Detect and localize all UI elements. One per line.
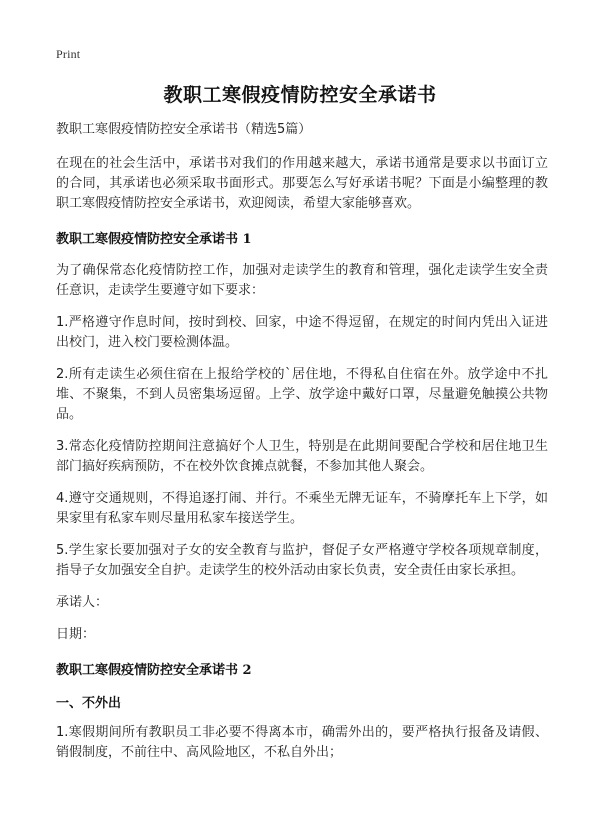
intro-paragraph: 在现在的社会生活中，承诺书对我们的作用越来越大，承诺书通常是要求以书面订立的合同，其承诺也必须采取书面形式。那要怎么写好承诺书呢？下面是小编整理的教职工寒假疫情防控安全承诺书，欢迎阅读，希望大家能够喜欢。 <box>56 156 548 211</box>
document-body <box>56 120 548 775</box>
section-2-subheading: 一、不外出 <box>56 696 122 711</box>
document-title: 教职工寒假疫情防控安全承诺书 <box>163 84 437 106</box>
section-2-item-1: 1.寒假期间所有教职员工非必要不得离本市，确需外出的，要严格执行报备及请假、销假制度，不前往中、高风险地区，不私自外出； <box>56 725 548 760</box>
section-1-item-3: 3.常态化疫情防控期间注意搞好个人卫生，特别是在此期间要配合学校和居住地卫生部门搞好疾病预防，不在校外饮食摊点就餐，不参加其他人聚会。 <box>56 439 548 474</box>
signer-label: 承诺人： <box>56 595 109 610</box>
document-subtitle: 教职工寒假疫情防控安全承诺书（精选5篇） <box>56 122 312 137</box>
section-1-item-5: 5.学生家长要加强对子女的安全教育与监护，督促子女严格遵守学校各项规章制度，指导子女加强安全自护。走读学生的校外活动由家长负责，安全责任由家长承担。 <box>56 543 548 578</box>
section-1-item-4: 4.遵守交通规则，不得追逐打闹、并行。不乘坐无牌无证车，不骑摩托车上下学，如果家里有私家车则尽量用私家车接送学生。 <box>56 491 548 526</box>
section-1-intro: 为了确保常态化疫情防控工作，加强对走读学生的教育和管理，强化走读学生安全责任意识，走读学生要遵守如下要求： <box>56 263 548 298</box>
section-2-heading: 教职工寒假疫情防控安全承诺书 2 <box>56 663 252 678</box>
section-1-item-1: 1.严格遵守作息时间，按时到校、回家，中途不得逗留，在规定的时间内凭出入证进出校门，进入校门要检测体温。 <box>56 315 548 350</box>
print-label[interactable]: Print <box>56 47 81 61</box>
section-1-heading: 教职工寒假疫情防控安全承诺书 1 <box>56 232 252 247</box>
section-1-item-2: 2.所有走读生必须住宿在上报给学校的`居住地，不得私自住宿在外。放学途中不扎堆、不聚集，不到人员密集场逗留。上学、放学途中戴好口罩，尽量避免触摸公共物品。 <box>56 367 548 422</box>
date-label: 日期： <box>56 627 96 642</box>
